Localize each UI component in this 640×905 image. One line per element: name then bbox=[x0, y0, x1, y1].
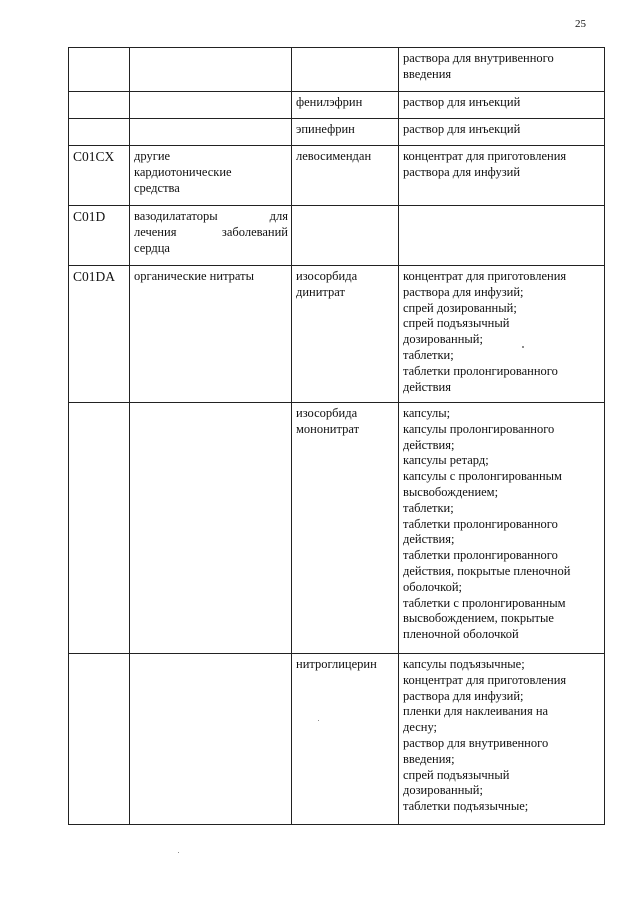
table-row bbox=[69, 654, 605, 825]
inn-cell bbox=[292, 206, 399, 266]
inn-cell bbox=[292, 48, 399, 92]
table-row bbox=[69, 146, 605, 206]
scan-speck bbox=[522, 346, 524, 348]
inn-cell bbox=[292, 266, 399, 403]
group-word: вазодилататоры bbox=[134, 209, 218, 223]
dosage-form-line: капсулы с пролонгированным bbox=[403, 469, 562, 484]
drug-table bbox=[68, 47, 605, 825]
dosage-form-line: введения bbox=[403, 66, 452, 81]
atc-code-cell bbox=[69, 266, 130, 403]
dosage-form-line: раствор для инъекций bbox=[403, 122, 521, 136]
table-row bbox=[69, 119, 605, 146]
dosage-form-cell bbox=[399, 654, 605, 825]
dosage-form-line: капсулы; bbox=[403, 406, 451, 420]
dosage-form-line: действия, покрытые пленочной bbox=[403, 563, 571, 578]
dosage-form-line: действия; bbox=[403, 532, 455, 547]
group-word: лечения bbox=[134, 224, 177, 239]
dosage-form-line: таблетки пролонгированного bbox=[403, 363, 558, 378]
dosage-form-line: раствор для инъекций bbox=[403, 95, 521, 109]
dosage-form-cell bbox=[399, 146, 605, 206]
atc-code-cell bbox=[69, 146, 130, 206]
group-cell bbox=[130, 206, 292, 266]
inn-name: нитроглицерин bbox=[296, 657, 377, 671]
page-number: 25 bbox=[575, 18, 586, 30]
dosage-form-line: спрей дозированный; bbox=[403, 300, 517, 315]
dosage-form-line: таблетки пролонгированного bbox=[403, 548, 558, 563]
dosage-form-line: оболочкой; bbox=[403, 579, 462, 594]
dosage-form-line: таблетки пролонгированного bbox=[403, 516, 558, 531]
dosage-form-line: раствора для инфузий; bbox=[403, 688, 524, 703]
group-name-line: средства bbox=[134, 180, 180, 195]
dosage-form-cell bbox=[399, 266, 605, 403]
group-cell bbox=[130, 48, 292, 92]
dosage-form-cell bbox=[399, 403, 605, 654]
inn-name: мононитрат bbox=[296, 421, 360, 436]
dosage-form-line: десну; bbox=[403, 720, 438, 735]
group-cell bbox=[130, 266, 292, 403]
dosage-form-cell bbox=[399, 119, 605, 146]
group-cell bbox=[130, 119, 292, 146]
dosage-form-line: капсулы подъязычные; bbox=[403, 657, 525, 671]
inn-cell bbox=[292, 146, 399, 206]
inn-name: изосорбида bbox=[296, 406, 358, 420]
scan-speck bbox=[318, 720, 319, 721]
dosage-form-line: пленки для наклеивания на bbox=[403, 704, 549, 719]
table-row bbox=[69, 48, 605, 92]
dosage-form-line: концентрат для приготовления bbox=[403, 149, 567, 163]
dosage-form-cell bbox=[399, 206, 605, 266]
dosage-form-line: спрей подъязычный bbox=[403, 316, 510, 331]
dosage-form-line: действия; bbox=[403, 437, 455, 452]
atc-code-cell bbox=[69, 206, 130, 266]
inn-cell bbox=[292, 654, 399, 825]
inn-cell bbox=[292, 119, 399, 146]
dosage-form-line: раствора для инфузий bbox=[403, 164, 521, 179]
inn-cell bbox=[292, 92, 399, 119]
dosage-form-line: концентрат для приготовления bbox=[403, 672, 567, 687]
table-row bbox=[69, 206, 605, 266]
group-name-line bbox=[134, 209, 288, 225]
atc-code-cell bbox=[69, 119, 130, 146]
dosage-form-line: введения; bbox=[403, 751, 455, 766]
atc-code-cell bbox=[69, 654, 130, 825]
group-word: заболеваний bbox=[221, 224, 288, 239]
group-name-line: сердца bbox=[134, 240, 170, 255]
dosage-form-line: капсулы ретард; bbox=[403, 453, 489, 468]
dosage-form-line: раствор для внутривенного bbox=[403, 735, 549, 750]
group-cell bbox=[130, 92, 292, 119]
dosage-form-line: таблетки подъязычные; bbox=[403, 799, 529, 814]
inn-name: изосорбида bbox=[296, 269, 358, 283]
group-name-line bbox=[134, 225, 288, 241]
dosage-form-line: таблетки; bbox=[403, 347, 454, 362]
dosage-form-line: капсулы пролонгированного bbox=[403, 421, 555, 436]
dosage-form-line: действия bbox=[403, 379, 451, 394]
group-word: для bbox=[269, 209, 288, 223]
dosage-form-cell bbox=[399, 92, 605, 119]
inn-name: эпинефрин bbox=[296, 122, 355, 136]
dosage-form-line: дозированный; bbox=[403, 332, 483, 347]
dosage-form-line: пленочной оболочкой bbox=[403, 627, 519, 642]
dosage-form-line: спрей подъязычный bbox=[403, 767, 510, 782]
dosage-form-line: раствора для инфузий; bbox=[403, 284, 524, 299]
dosage-form-line: дозированный; bbox=[403, 783, 483, 798]
group-name-line: кардиотонические bbox=[134, 164, 232, 179]
dosage-form-line: высвобождением, покрытые bbox=[403, 611, 554, 626]
dosage-form-line: таблетки с пролонгированным bbox=[403, 595, 566, 610]
scan-speck bbox=[178, 852, 179, 853]
group-cell bbox=[130, 146, 292, 206]
atc-code-cell bbox=[69, 403, 130, 654]
inn-cell bbox=[292, 403, 399, 654]
atc-code: C01D bbox=[73, 209, 106, 224]
atc-code-cell bbox=[69, 92, 130, 119]
inn-name: фенилэфрин bbox=[296, 95, 363, 109]
atc-code: C01DA bbox=[73, 269, 116, 284]
dosage-form-line: высвобождением; bbox=[403, 484, 499, 499]
atc-code-cell bbox=[69, 48, 130, 92]
dosage-form-line: таблетки; bbox=[403, 500, 454, 515]
dosage-form-line: концентрат для приготовления bbox=[403, 269, 567, 283]
table-row bbox=[69, 403, 605, 654]
dosage-form-line: раствора для внутривенного bbox=[403, 51, 554, 65]
dosage-form-cell bbox=[399, 48, 605, 92]
inn-name: динитрат bbox=[296, 284, 345, 299]
group-cell bbox=[130, 403, 292, 654]
atc-code: C01CX bbox=[73, 149, 115, 164]
inn-name: левосимендан bbox=[296, 149, 372, 163]
group-name-line: органические нитраты bbox=[134, 269, 255, 283]
table-row bbox=[69, 266, 605, 403]
table-row bbox=[69, 92, 605, 119]
group-cell bbox=[130, 654, 292, 825]
group-name-line: другие bbox=[134, 149, 171, 163]
